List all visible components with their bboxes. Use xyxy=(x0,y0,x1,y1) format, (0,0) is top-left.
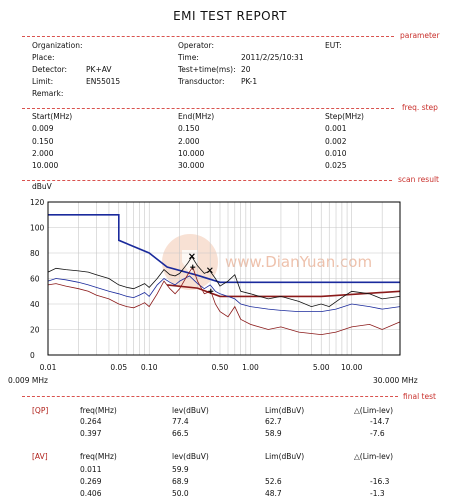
limit-label: Limit: xyxy=(32,77,54,86)
x-end-label: 30.000 MHz xyxy=(373,376,418,385)
eut-label: EUT: xyxy=(325,41,342,50)
freq-cell: 0.002 xyxy=(325,137,347,146)
final-header-diff-text: (Lim-lev) xyxy=(359,406,394,415)
testtime-label: Test+time(ms): xyxy=(178,65,236,74)
freq-cell: 0.150 xyxy=(178,124,200,133)
emi-scan-chart xyxy=(0,182,460,390)
freq-header-start: Start(MHz) xyxy=(32,112,73,121)
freq-cell: 10.000 xyxy=(178,149,205,158)
av-cell: 52.6 xyxy=(265,477,282,486)
triangle-icon: △ xyxy=(354,452,360,461)
detector-value: PK+AV xyxy=(86,65,112,74)
freq-header-step: Step(MHz) xyxy=(325,112,364,121)
freq-step-divider xyxy=(22,108,394,109)
freq-step-section-tag: freq. step xyxy=(402,103,438,112)
y-axis-label: dBuV xyxy=(32,182,52,191)
qp-cell: 66.5 xyxy=(172,429,189,438)
av-cell: 0.269 xyxy=(80,477,102,486)
freq-cell: 0.009 xyxy=(32,124,54,133)
av-header-freq: freq(MHz) xyxy=(80,452,117,461)
av-cell: 59.9 xyxy=(172,465,189,474)
x-start-label: 0.009 MHz xyxy=(8,376,48,385)
av-cell: -16.3 xyxy=(370,477,390,486)
freq-cell: 0.001 xyxy=(325,124,347,133)
freq-cell: 10.000 xyxy=(32,161,59,170)
x-tick-label: 0.05 xyxy=(110,363,128,372)
place-label: Place: xyxy=(32,53,55,62)
qp-cell: -7.6 xyxy=(370,429,385,438)
av-cell: 50.0 xyxy=(172,489,189,498)
parameter-divider xyxy=(22,36,394,37)
final-header-freq: freq(MHz) xyxy=(80,406,117,415)
limit-value: EN55015 xyxy=(86,77,121,86)
x-tick-label: 1.00 xyxy=(242,363,259,372)
av-header-diff-text: (Lim-lev) xyxy=(359,452,394,461)
scan-result-divider xyxy=(22,180,392,181)
y-tick-label: 60 xyxy=(30,274,40,284)
freq-cell: 0.025 xyxy=(325,161,347,170)
av-header-lim: Lim(dBuV) xyxy=(265,452,305,461)
parameter-section-tag: parameter xyxy=(400,31,440,40)
transductor-label: Transductor: xyxy=(178,77,225,86)
y-tick-label: 80 xyxy=(30,249,40,258)
final-header-lim: Lim(dBuV) xyxy=(265,406,305,415)
x-tick-label: 5.00 xyxy=(312,363,330,372)
y-tick-label: 100 xyxy=(30,223,45,233)
time-label: Time: xyxy=(178,53,199,62)
final-header-diff xyxy=(354,406,393,415)
detector-label: Detector: xyxy=(32,65,68,74)
y-tick-label: 40 xyxy=(30,300,40,309)
final-test-divider xyxy=(22,396,398,397)
operator-label: Operator: xyxy=(178,41,214,50)
triangle-icon: △ xyxy=(354,406,360,415)
av-cell: 0.011 xyxy=(80,465,102,474)
freq-cell: 2.000 xyxy=(32,149,54,158)
av-header-lev: lev(dBuV) xyxy=(172,452,209,461)
testtime-value: 20 xyxy=(241,65,251,74)
time-value: 2011/2/25/10:31 xyxy=(241,53,304,62)
qp-cell: 58.9 xyxy=(265,429,282,438)
freq-cell: 30.000 xyxy=(178,161,205,170)
report-title: EMI TEST REPORT xyxy=(173,9,287,23)
qp-cell: 77.4 xyxy=(172,417,189,426)
av-header-diff xyxy=(354,452,393,461)
y-tick-label: 0 xyxy=(30,351,35,360)
av-cell: 48.7 xyxy=(265,489,282,498)
av-cell: 68.9 xyxy=(172,477,189,486)
watermark-text: www.DianYuan.com xyxy=(225,253,373,271)
y-tick-label: 20 xyxy=(30,325,40,335)
freq-cell: 0.150 xyxy=(32,137,54,146)
av-cell: -1.3 xyxy=(370,489,385,498)
qp-cell: 0.397 xyxy=(80,429,102,438)
freq-cell: 0.010 xyxy=(325,149,347,158)
transductor-value: PK-1 xyxy=(241,77,258,86)
x-tick-label: 0.01 xyxy=(39,363,57,372)
qp-cell: 62.7 xyxy=(265,417,282,426)
final-header-lev: lev(dBuV) xyxy=(172,406,209,415)
remark-label: Remark: xyxy=(32,89,64,98)
x-tick-label: 10.00 xyxy=(340,363,363,372)
qp-label: [QP] xyxy=(32,406,49,415)
freq-cell: 2.000 xyxy=(178,137,200,146)
scan-result-section-tag: scan result xyxy=(398,175,439,184)
qp-cell: 0.264 xyxy=(80,417,102,426)
organization-label: Organization: xyxy=(32,41,83,50)
x-tick-label: 0.50 xyxy=(211,363,229,372)
final-test-section-tag: final test xyxy=(403,392,436,401)
qp-cell: -14.7 xyxy=(370,417,390,426)
y-tick-label: 120 xyxy=(30,198,45,207)
freq-header-end: End(MHz) xyxy=(178,112,215,121)
av-cell: 0.406 xyxy=(80,489,102,498)
av-label: [AV] xyxy=(32,452,48,461)
x-tick-label: 0.10 xyxy=(140,363,158,372)
